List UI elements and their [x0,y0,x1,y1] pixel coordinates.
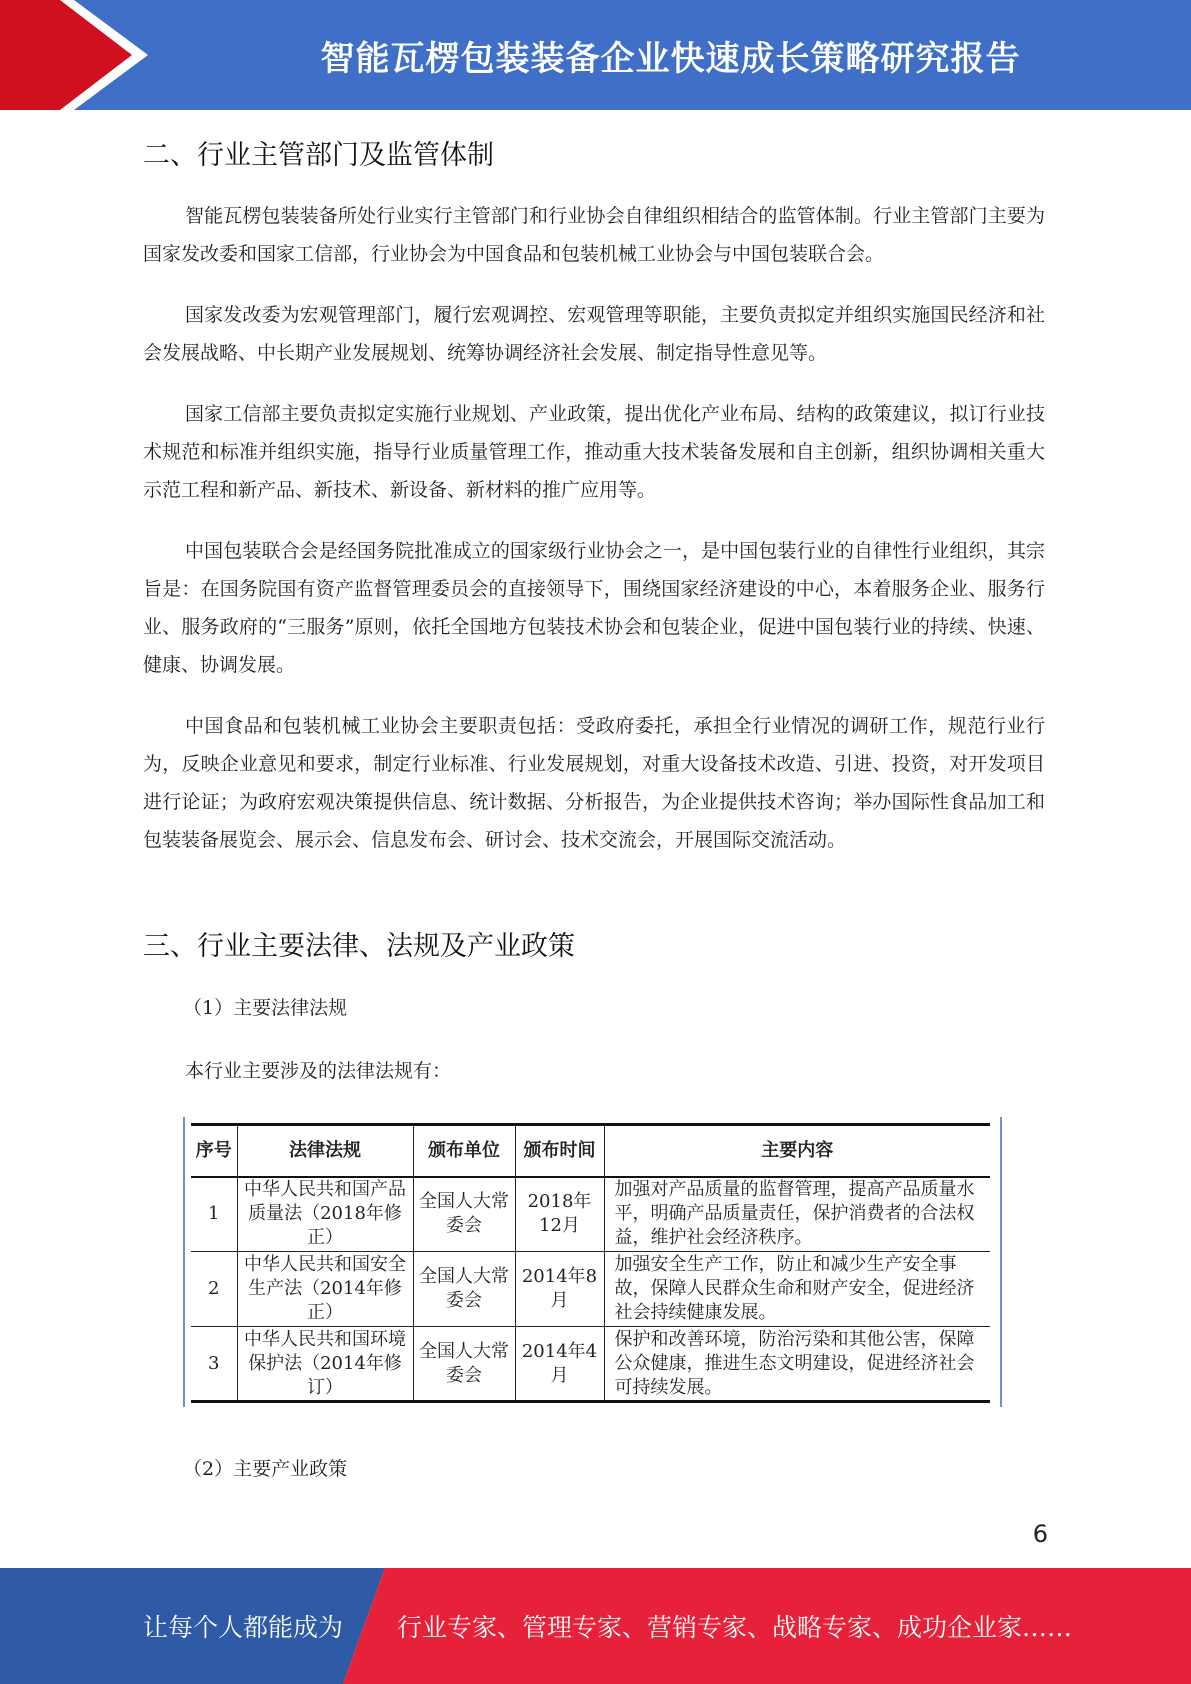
section-3-heading: 三、行业主要法律、法规及产业政策 [143,931,575,962]
header-no: 序号 [191,1125,237,1177]
header-content: 主要内容 [604,1125,990,1177]
row-date: 2014年4月 [515,1327,604,1402]
row-content: 加强安全生产工作，防止和减少生产安全事故，保障人民群众生命和财产安全，促进经济社会持续健康发展。 [604,1252,990,1327]
row-issuer: 全国人大常委会 [413,1177,515,1252]
row-date: 2018年12月 [515,1177,604,1252]
paragraph-miit: 国家工信部主要负责拟定实施行业规划、产业政策，提出优化产业布局、结构的政策建议，拟订行业技术规范和标准并组织实施，指导行业质量管理工作，推动重大技术装备发展和自主创新，组织协调相关重大示范工程和新产品、新技术、新设备、新材料的推广应用等。 [143,403,1045,501]
paragraph-ndrc: 国家发改委为宏观管理部门，履行宏观调控、宏观管理等职能，主要负责拟定并组织实施国民经济和社会发展战略、中长期产业发展规划、统筹协调经济社会发展、制定指导性意见等。 [143,304,1045,364]
header-date: 颁布时间 [515,1125,604,1177]
table-row [191,1177,990,1252]
footer-slogan-left: 让每个人都能成为 [143,1613,344,1642]
row-date: 2014年8月 [515,1252,604,1327]
row-law: 中华人民共和国环境保护法（2014年修订） [237,1327,413,1402]
paragraph-food-packaging-association: 中国食品和包装机械工业协会主要职责包括：受政府委托，承担全行业情况的调研工作，规范行业行为，反映企业意见和要求，制定行业标准、行业发展规划，对重大设备技术改造、引进、投资，对开发项目进行论证；为政府宏观决策提供信息、统计数据、分析报告，为企业提供技术咨询；举办国际性食品加工和包装装备展览会、展示会、信息发布会、研讨会、技术交流会，开展国际交流活动。 [143,715,1045,851]
header-issuer: 颁布单位 [413,1125,515,1177]
header-law: 法律法规 [237,1125,413,1177]
paragraph-regulatory-system: 智能瓦楞包装装备所处行业实行主管部门和行业协会自律组织相结合的监管体制。行业主管部门主要为国家发改委和国家工信部，行业协会为中国食品和包装机械工业协会与中国包装联合会。 [143,205,1045,265]
row-no: 1 [191,1177,237,1252]
laws-intro: 本行业主要涉及的法律法规有： [185,1060,452,1082]
header-chevron-graphic [0,0,160,110]
laws-table [191,1123,990,1403]
row-law: 中华人民共和国安全生产法（2014年修正） [237,1252,413,1327]
row-issuer: 全国人大常委会 [413,1327,515,1402]
footer-bar [0,1568,1191,1684]
header-bar [0,0,1191,110]
footer-slogan-right: 行业专家、管理专家、营销专家、战略专家、成功企业家…… [397,1613,1073,1642]
subheading-laws: （1）主要法律法规 [183,997,348,1019]
paragraph-packaging-federation: 中国包装联合会是经国务院批准成立的国家级行业协会之一，是中国包装行业的自律性行业组织，其宗旨是：在国务院国有资产监督管理委员会的直接领导下，围绕国家经济建设的中心，本着服务企业、服务行业、服务政府的“三服务”原则，依托全国地方包装技术协会和包装企业，促进中国包装行业的持续、快速、健康、协调发展。 [143,540,1045,676]
laws-table-frame [183,1117,1002,1407]
row-no: 2 [191,1252,237,1327]
row-content: 保护和改善环境，防治污染和其他公害，保障公众健康，推进生态文明建设，促进经济社会可持续发展。 [604,1327,990,1402]
subheading-policies: （2）主要产业政策 [183,1458,348,1480]
row-content: 加强对产品质量的监督管理，提高产品质量水平，明确产品质量责任，保护消费者的合法权益，维护社会经济秩序。 [604,1177,990,1252]
page-number: 6 [1032,1520,1048,1548]
table-row [191,1252,990,1327]
row-issuer: 全国人大常委会 [413,1252,515,1327]
row-no: 3 [191,1327,237,1402]
table-row [191,1327,990,1402]
report-title: 智能瓦楞包装装备企业快速成长策略研究报告 [320,38,1021,79]
row-law: 中华人民共和国产品质量法（2018年修正） [237,1177,413,1252]
section-2-heading: 二、行业主管部门及监管体制 [143,140,494,171]
